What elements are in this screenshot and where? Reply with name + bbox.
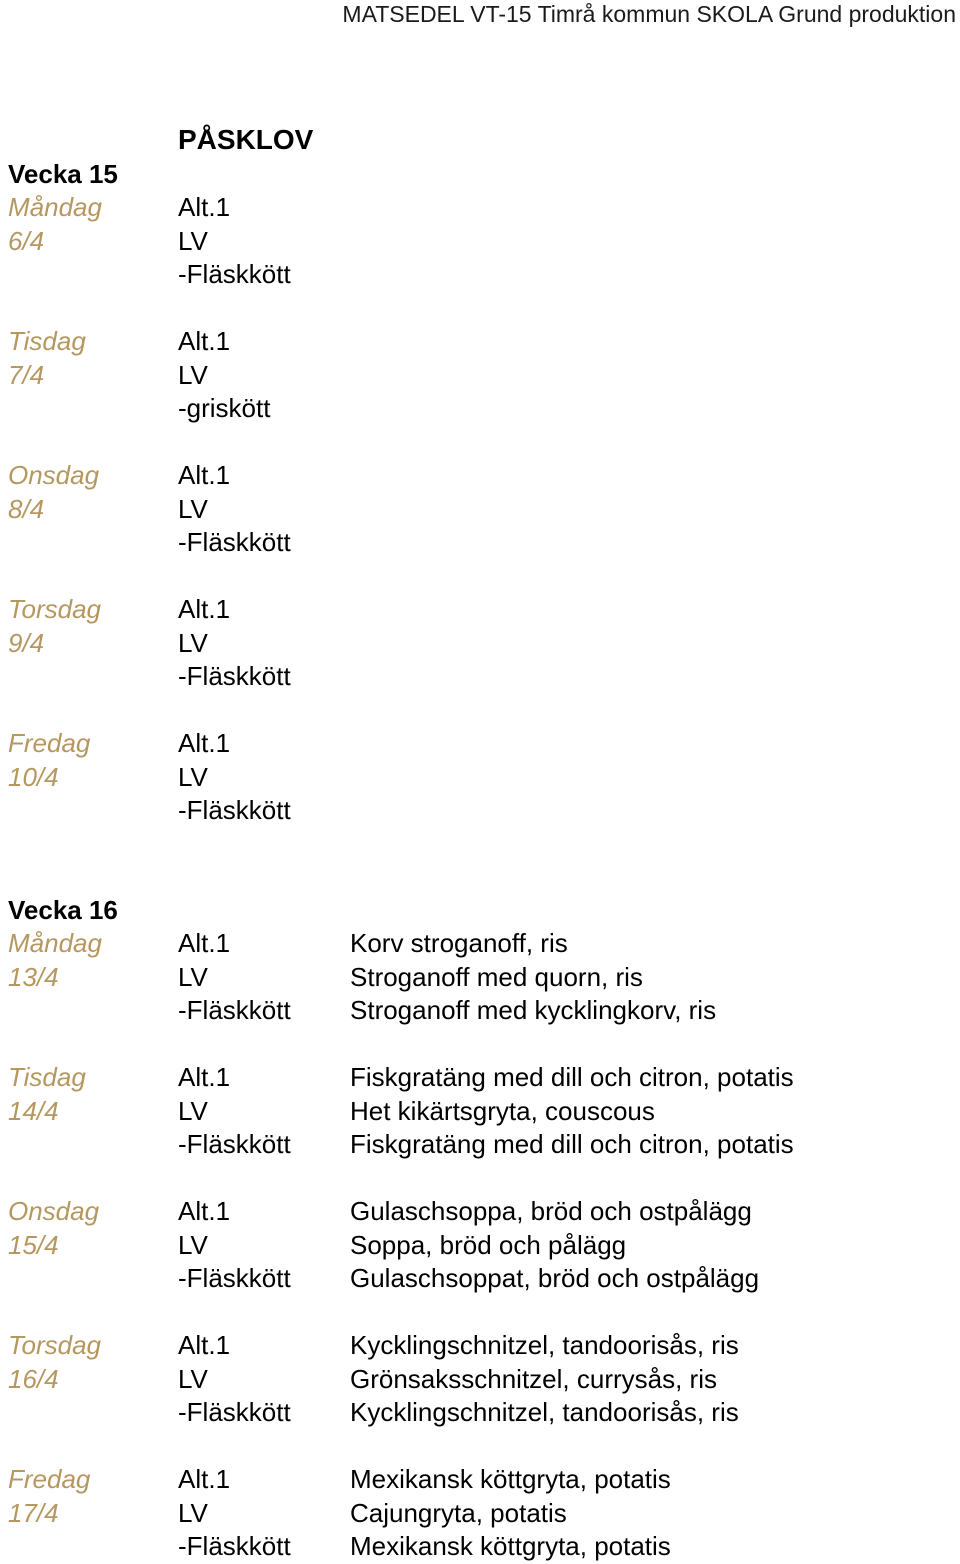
- alternative-label: -Fläskkött: [178, 661, 291, 691]
- menu-row: [8, 392, 960, 426]
- menu-row: [8, 660, 960, 694]
- alternative-label: LV: [178, 359, 208, 390]
- dish-description: Gulaschsoppat, bröd och ostpålägg: [350, 1263, 760, 1293]
- day-date: 16/4: [8, 1363, 59, 1394]
- day-date: 7/4: [8, 359, 45, 390]
- weekday-name: Tisdag: [8, 1062, 86, 1092]
- menu-row: [8, 1229, 960, 1263]
- dish-description: Grönsaksschnitzel, currysås, ris: [350, 1363, 717, 1394]
- day-date: 13/4: [8, 961, 59, 992]
- weekday-name: Tisdag: [8, 326, 86, 356]
- holiday-title: PÅSKLOV: [178, 124, 314, 155]
- menu-row: [8, 627, 960, 661]
- dish-description: Kycklingschnitzel, tandoorisås, ris: [350, 1330, 739, 1360]
- alternative-label: -Fläskkött: [178, 995, 291, 1025]
- alternative-label: Alt.1: [178, 594, 231, 624]
- week-label: Vecka 15: [8, 159, 118, 189]
- alternative-label: LV: [178, 1497, 208, 1528]
- alternative-label: LV: [178, 1229, 208, 1260]
- dish-description: Gulaschsoppa, bröd och ostpålägg: [350, 1196, 752, 1226]
- weekday-name: Fredag: [8, 728, 91, 758]
- menu-row: [8, 927, 960, 961]
- alternative-label: -Fläskkött: [178, 1263, 291, 1293]
- menu-row: [8, 1195, 960, 1229]
- dish-description: Fiskgratäng med dill och citron, potatis: [350, 1129, 794, 1159]
- menu-row: [8, 225, 960, 259]
- menu-row: [8, 1497, 960, 1531]
- weekday-name: Fredag: [8, 1464, 91, 1494]
- alternative-label: Alt.1: [178, 326, 231, 356]
- day-date: 17/4: [8, 1497, 59, 1528]
- alternative-label: LV: [178, 627, 208, 658]
- menu-row: [8, 526, 960, 560]
- alternative-label: LV: [178, 225, 208, 256]
- menu-row: [8, 761, 960, 795]
- menu-row: [8, 961, 960, 995]
- weekday-name: Onsdag: [8, 1196, 100, 1226]
- document-header: MATSEDEL VT-15 Timrå kommun SKOLA Grund produktion: [342, 1, 956, 27]
- alternative-label: -Fläskkött: [178, 1397, 291, 1427]
- day-date: 15/4: [8, 1229, 59, 1260]
- dish-description: Mexikansk köttgryta, potatis: [350, 1531, 671, 1561]
- menu-row: [8, 1396, 960, 1430]
- alternative-label: Alt.1: [178, 460, 231, 490]
- menu-row: [8, 1262, 960, 1296]
- week-label: Vecka 16: [8, 895, 118, 925]
- menu-row: [8, 1329, 960, 1363]
- menu-row: [8, 493, 960, 527]
- alternative-label: -Fläskkött: [178, 527, 291, 557]
- alternative-label: -Fläskkött: [178, 795, 291, 825]
- alternative-label: LV: [178, 1363, 208, 1394]
- menu-row: [8, 1463, 960, 1497]
- weekday-name: Torsdag: [8, 1330, 101, 1360]
- weekday-name: Onsdag: [8, 460, 100, 490]
- dish-description: Fiskgratäng med dill och citron, potatis: [350, 1062, 794, 1092]
- menu-row: [8, 1363, 960, 1397]
- alternative-label: Alt.1: [178, 192, 231, 222]
- dish-description: Stroganoff med quorn, ris: [350, 961, 643, 992]
- alternative-label: Alt.1: [178, 1062, 231, 1092]
- day-date: 8/4: [8, 493, 45, 524]
- menu-row: [8, 1530, 960, 1564]
- alternative-label: Alt.1: [178, 728, 231, 758]
- alternative-label: LV: [178, 961, 208, 992]
- menu-row: [8, 1128, 960, 1162]
- menu-row: [8, 258, 960, 292]
- alternative-label: -Fläskkött: [178, 259, 291, 289]
- alternative-label: Alt.1: [178, 1330, 231, 1360]
- day-date: 9/4: [8, 627, 45, 658]
- alternative-label: LV: [178, 493, 208, 524]
- menu-row: [8, 794, 960, 828]
- dish-description: Korv stroganoff, ris: [350, 928, 568, 958]
- dish-description: Kycklingschnitzel, tandoorisås, ris: [350, 1397, 739, 1427]
- menu-row: [8, 191, 960, 225]
- alternative-label: LV: [178, 761, 208, 792]
- alternative-label: -Fläskkött: [178, 1129, 291, 1159]
- weekday-name: Torsdag: [8, 594, 101, 624]
- alternative-label: LV: [178, 1095, 208, 1126]
- weekday-name: Måndag: [8, 192, 102, 222]
- alternative-label: -Fläskkött: [178, 1531, 291, 1561]
- menu-row: [8, 459, 960, 493]
- alternative-label: Alt.1: [178, 1464, 231, 1494]
- day-date: 10/4: [8, 761, 59, 792]
- menu-row: [8, 325, 960, 359]
- menu-row: [8, 994, 960, 1028]
- weekday-name: Måndag: [8, 928, 102, 958]
- alternative-label: Alt.1: [178, 928, 231, 958]
- menu-row: [8, 727, 960, 761]
- dish-description: Soppa, bröd och pålägg: [350, 1229, 627, 1260]
- menu-row: [8, 1095, 960, 1129]
- dish-description: Mexikansk köttgryta, potatis: [350, 1464, 671, 1494]
- alternative-label: -griskött: [178, 393, 271, 423]
- menu-row: [8, 359, 960, 393]
- day-date: 14/4: [8, 1095, 59, 1126]
- day-date: 6/4: [8, 225, 45, 256]
- alternative-label: Alt.1: [178, 1196, 231, 1226]
- menu-row: [8, 1061, 960, 1095]
- dish-description: Het kikärtsgryta, couscous: [350, 1095, 655, 1126]
- menu-row: [8, 593, 960, 627]
- dish-description: Stroganoff med kycklingkorv, ris: [350, 995, 717, 1025]
- dish-description: Cajungryta, potatis: [350, 1497, 567, 1528]
